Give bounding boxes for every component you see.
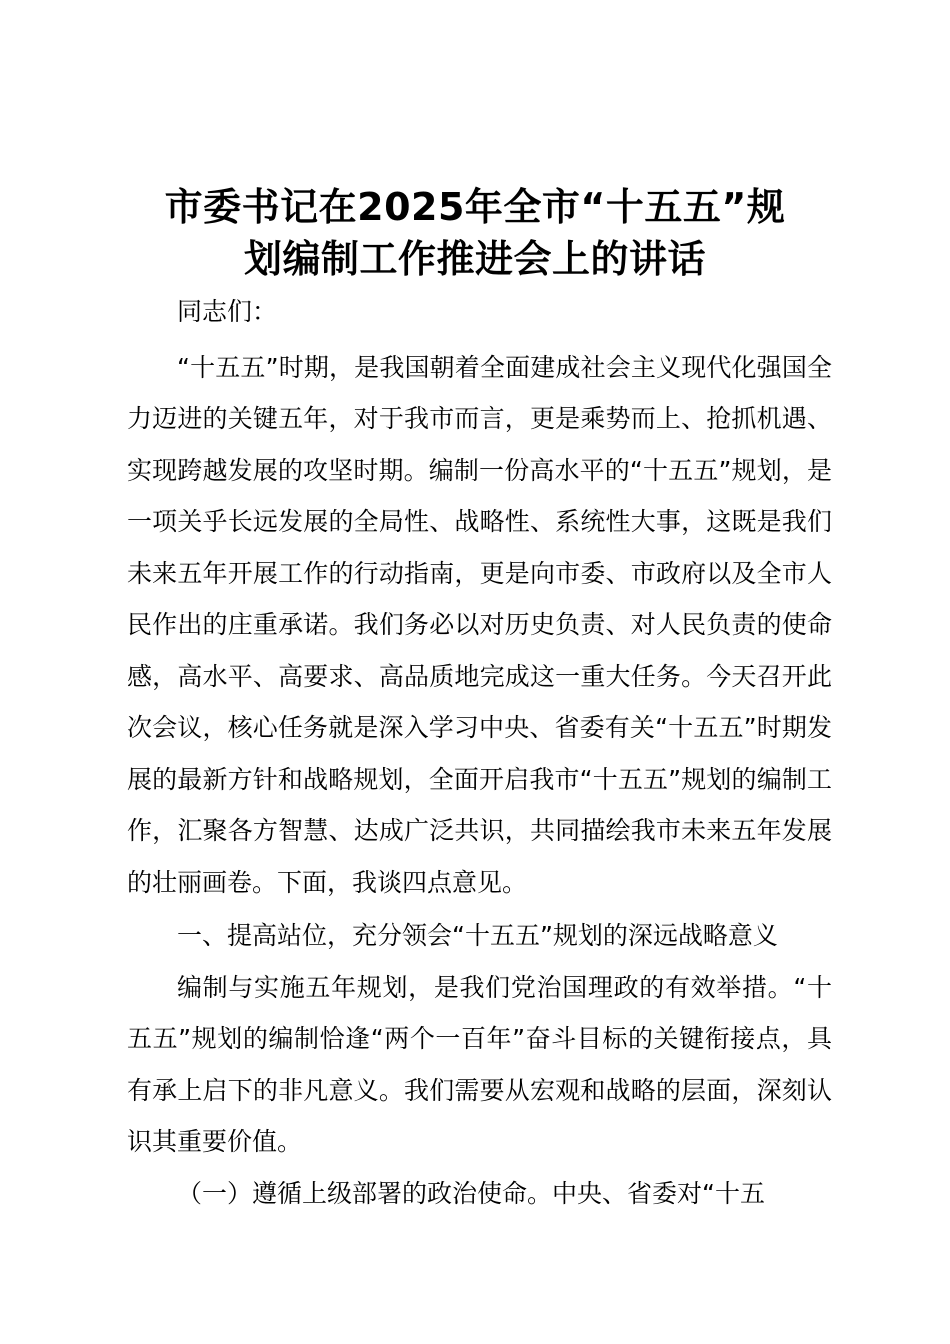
document-title-line-2: 划编制工作推进会上的讲话	[243, 237, 706, 281]
document-body	[127, 286, 832, 1219]
salutation: 同志们：	[177, 297, 278, 326]
paragraph-intro: “十五五”时期，是我国朝着全面建成社会主义现代化强国全力迈进的关键五年，对于我市而言，更是乘势而上、抢抓机遇、实现跨越发展的攻坚时期。编制一份高水平的“十五五”规划，是一项关乎长远发展的全局性、战略性、系统性大事，这既是我们未来五年开展工作的行动指南，更是向市委、市政府以及全市人民作出的庄重承诺。我们务必以对历史负责、对人民负责的使命感，高水平、高要求、高品质地完成这一重大任务。今天召开此次会议，核心任务就是深入学习中央、省委有关“十五五”时期发展的最新方针和战略规划，全面开启我市“十五五”规划的编制工作，汇聚各方智慧、达成广泛共识，共同描绘我市未来五年发展的壮丽画卷。下面，我谈四点意见。	[127, 352, 832, 897]
paragraph-section-1: 编制与实施五年规划，是我们党治国理政的有效举措。“十五五”规划的编制恰逢“两个一百年”奋斗目标的关键衔接点，具有承上启下的非凡意义。我们需要从宏观和战略的层面，深刻认识其重要价值。	[127, 972, 832, 1156]
document-title-line-1: 市委书记在2025年全市“十五五”规	[164, 185, 786, 229]
paragraph-subsection-1: （一）遵循上级部署的政治使命。中央、省委对“十五	[177, 1178, 765, 1208]
section-heading-1: 一、提高站位，充分领会“十五五”规划的深远战略意义	[177, 921, 778, 950]
